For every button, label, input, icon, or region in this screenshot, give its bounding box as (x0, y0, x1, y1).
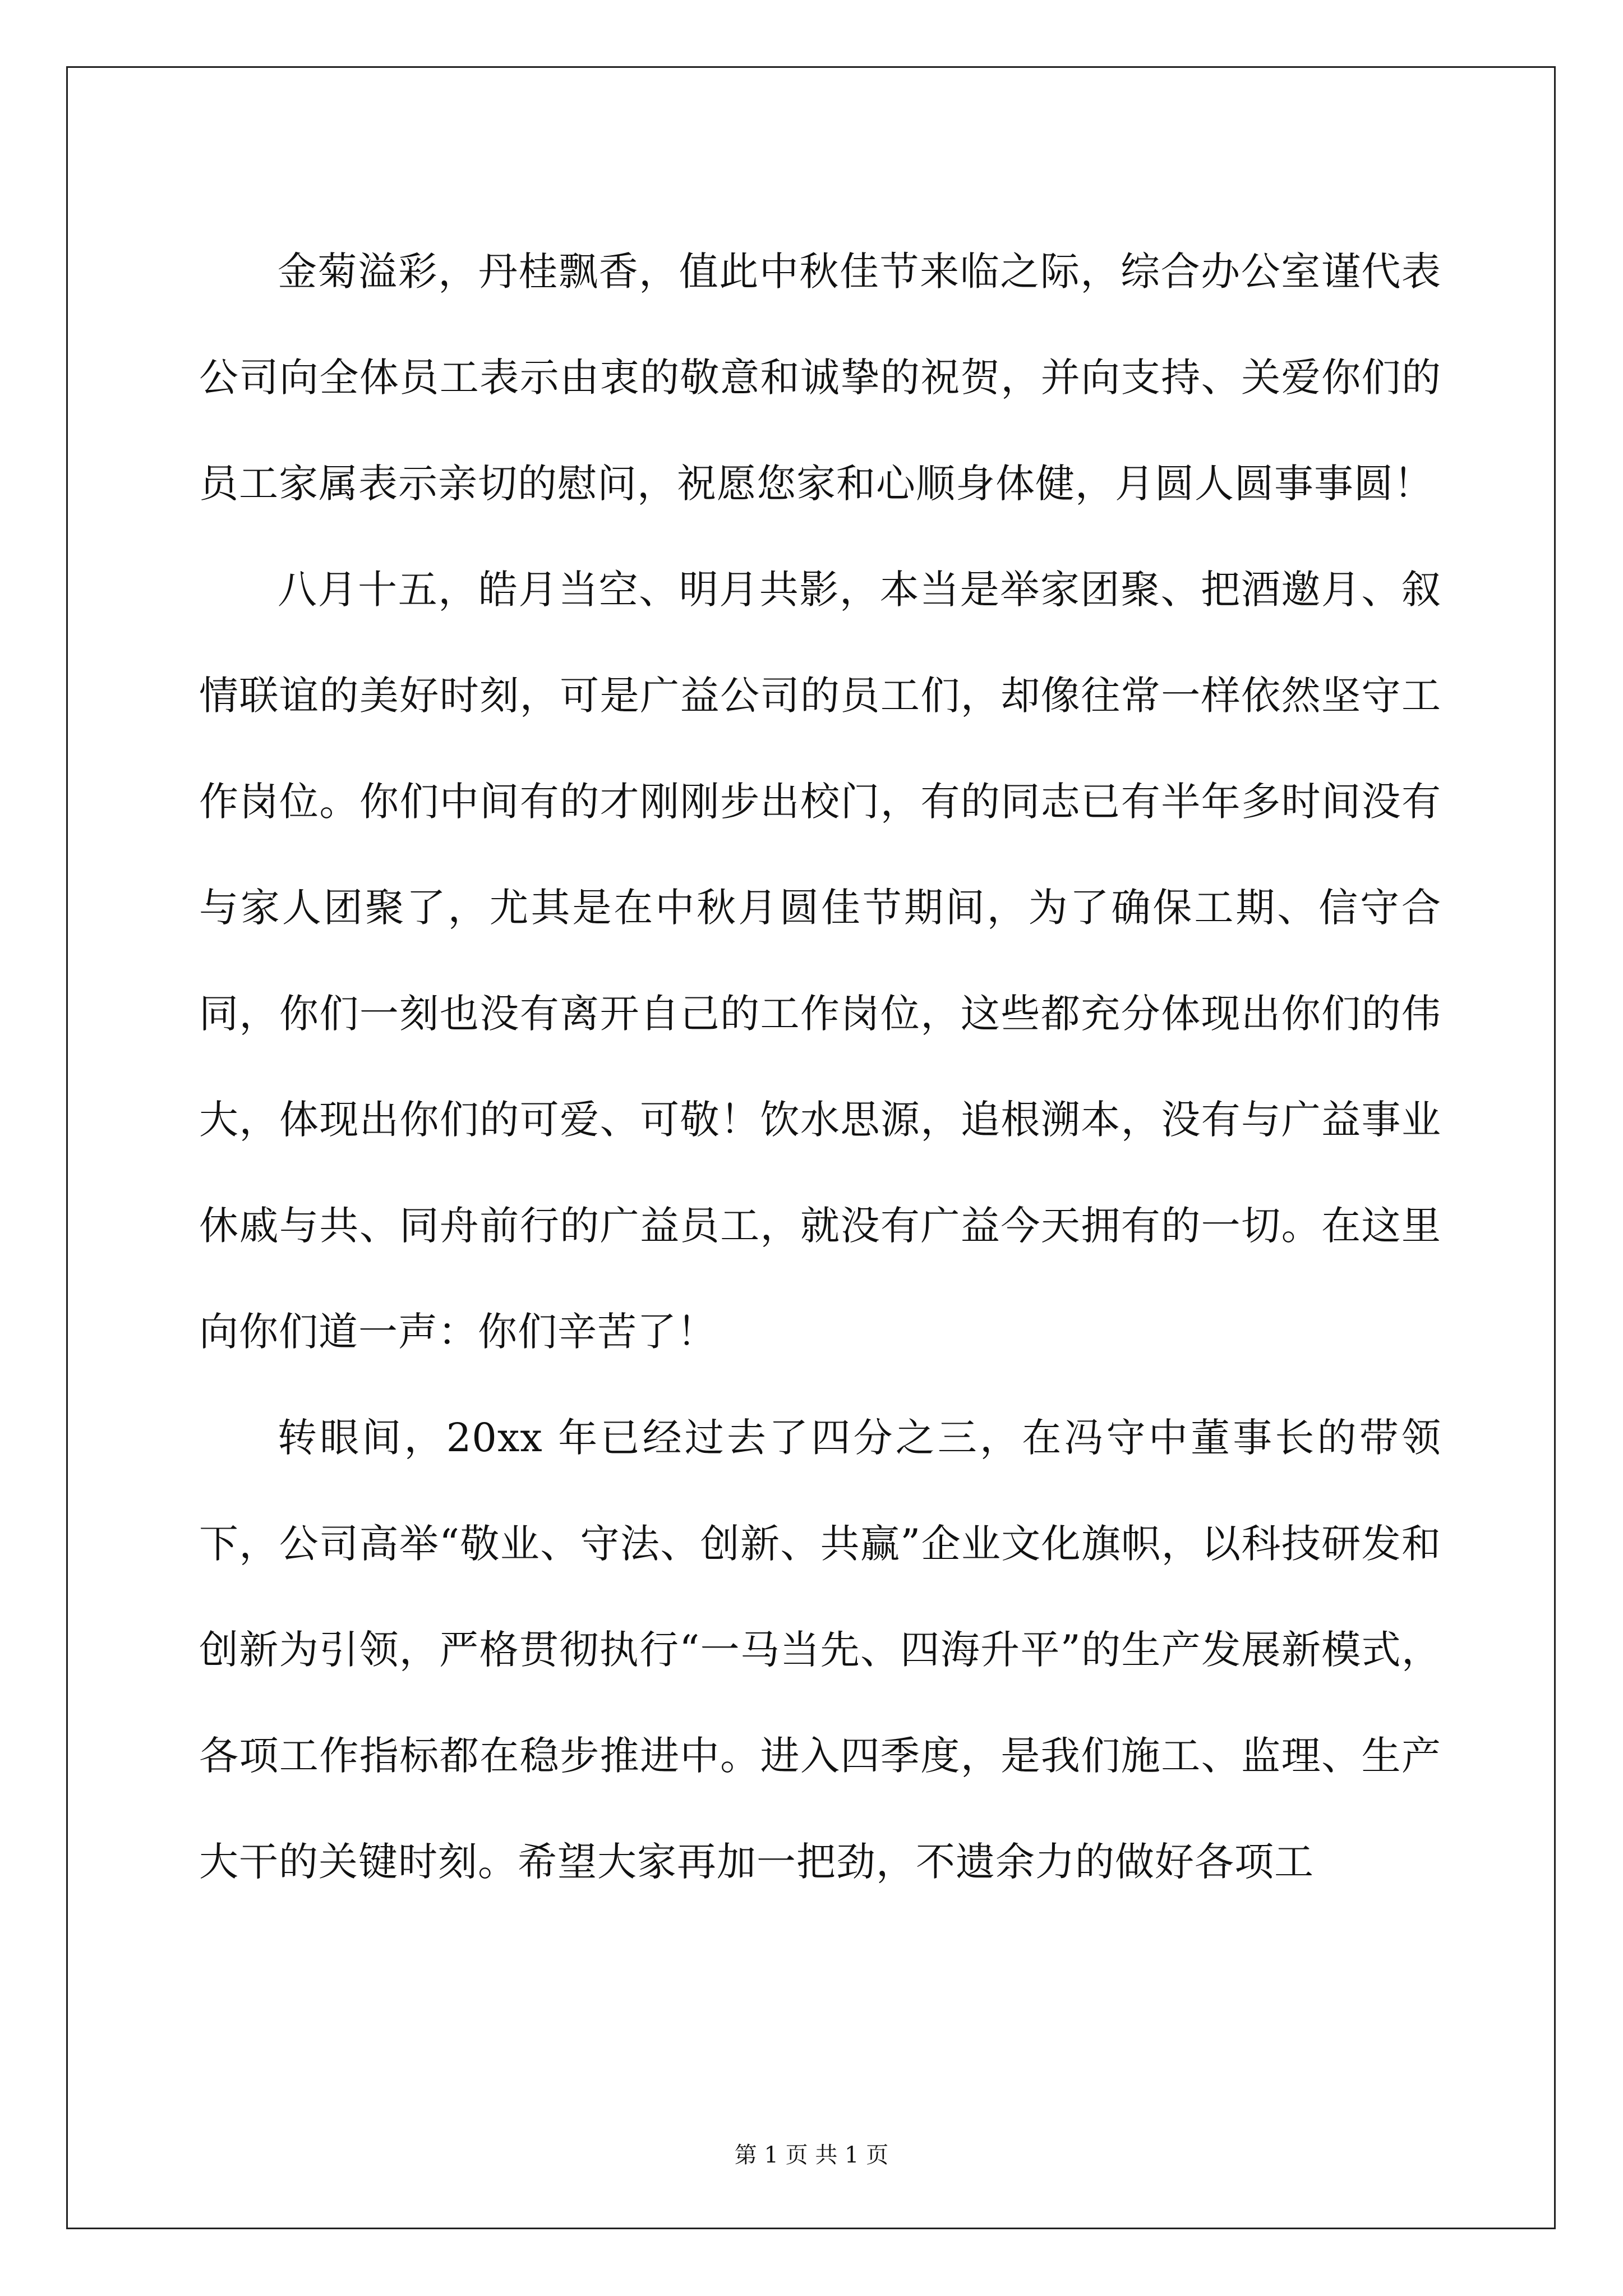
page-footer: 第 1 页 共 1 页 (734, 2142, 889, 2168)
paragraph-2: 八月十五，皓月当空、明月共影，本当是举家团聚、把酒邀月、叙情联谊的美好时刻，可是广益公司的员工们，却像往常一样依然坚守工作岗位。你们中间有的才刚刚步出校门，有的同志已有半年多时间没有与家人团聚了，尤其是在中秋月圆佳节期间，为了确保工期、信守合同，你们一刻也没有离开自己的工作岗位，这些都充分体现出你们的伟大，体现出你们的可爱、可敬！饮水思源，追根溯本，没有与广益事业休戚与共、同舟前行的广益员工，就没有广益今天拥有的一切。在这里向你们道一声：你们辛苦了！ (199, 567, 1441, 1355)
paragraph-1: 金菊溢彩，丹桂飘香，值此中秋佳节来临之际，综合办公室谨代表公司向全体员工表示由衷的敬意和诚挚的祝贺，并向支持、关爱你们的员工家属表示亲切的慰问，祝愿您家和心顺身体健，月圆人圆事事圆！ (199, 249, 1441, 507)
document-body (199, 219, 1441, 1915)
paragraph-3: 转眼间，20xx 年已经过去了四分之三，在冯守中董事长的带领下，公司高举“敬业、守法、创新、共赢”企业文化旗帜，以科技研发和创新为引领，严格贯彻执行“一马当先、四海升平”的生产发展新模式，各项工作指标都在稳步推进中。进入四季度，是我们施工、监理、生产大干的关键时刻。希望大家再加一把劲，不遗余力的做好各项工 (199, 1415, 1441, 1885)
